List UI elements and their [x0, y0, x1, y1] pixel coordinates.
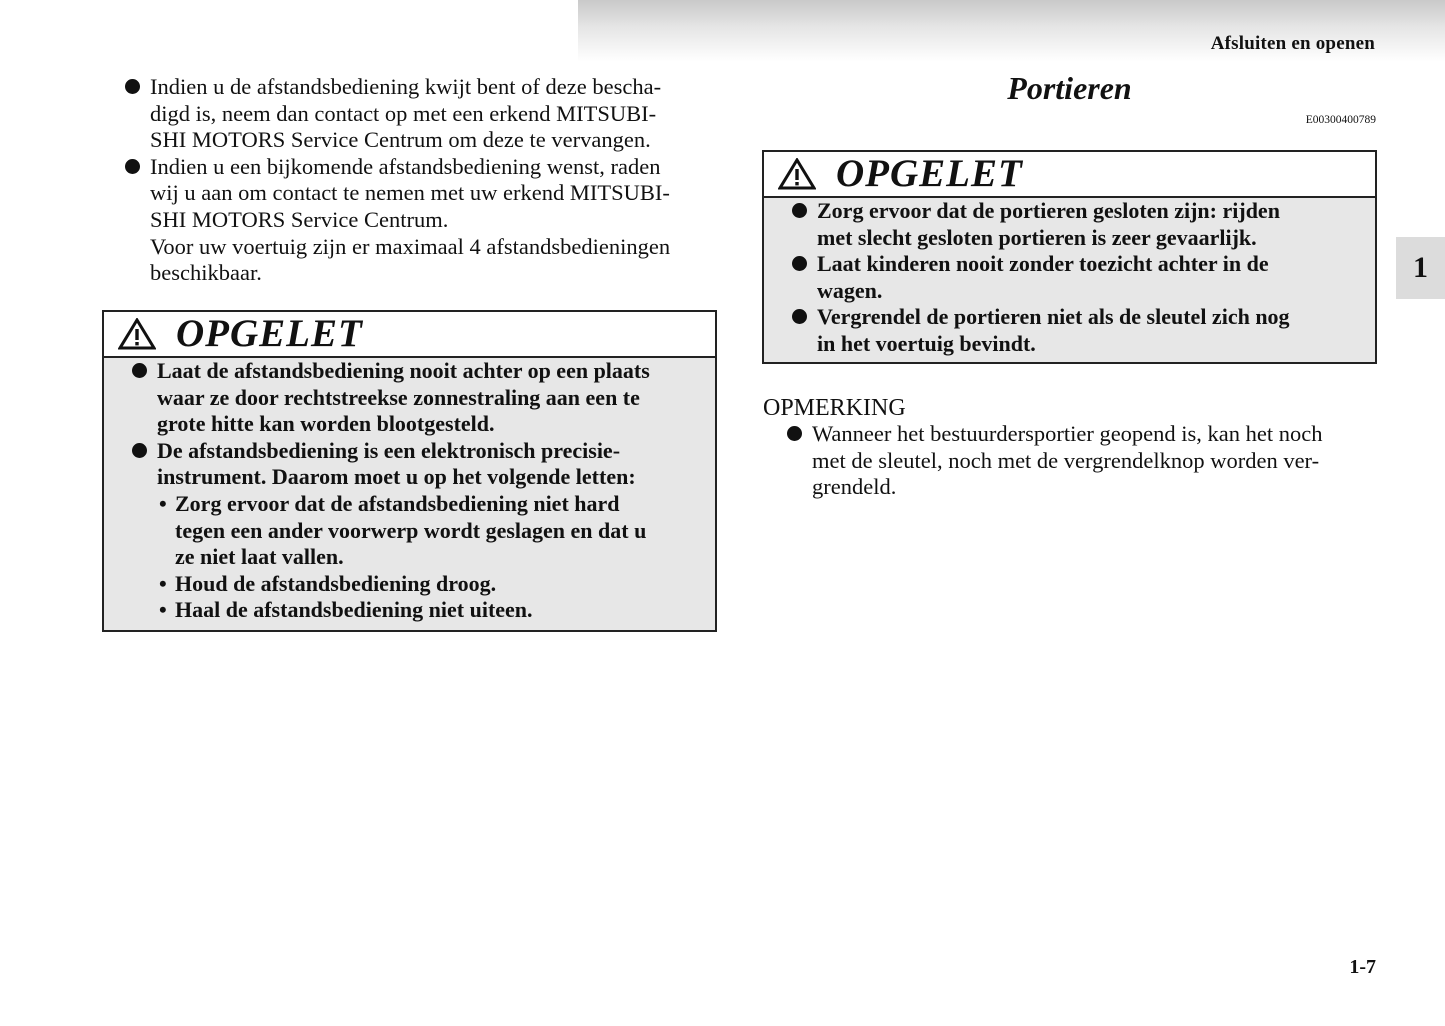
list-item: Laat kinderen nooit zonder toezicht achter in de wagen.	[792, 251, 1357, 304]
bullet-icon	[132, 443, 147, 458]
sub-list-item: • Zorg ervoor dat de afstandsbediening niet hard tegen een ander voorwerp wordt geslagen en dat u ze niet laat vallen.	[159, 491, 697, 571]
bullet-icon	[132, 363, 147, 378]
bullet-icon	[792, 309, 807, 324]
list-item: Vergrendel de portieren niet als de sleutel zich nog in het voertuig bevindt.	[792, 304, 1357, 357]
list-item: Wanneer het bestuurdersportier geopend is, kan het noch met de sleutel, noch met de vergrendelknop worden ver- grendeld.	[787, 421, 1376, 501]
section-title: Afsluiten en openen	[1210, 33, 1375, 54]
bullet-icon	[125, 159, 140, 174]
caution-header	[104, 312, 715, 358]
caution-title: OPGELET	[176, 312, 363, 355]
list-item: De afstandsbediening is een elektronisch precisie- instrument. Daarom moet u op het volgende letten: • Zorg ervoor dat de afstandsbediening niet hard tegen een ander voorwerp wordt geslagen en dat u ze niet laat vallen. • Houd de afstandsbediening droog. • Haal de afstandsbediening niet uiteen.	[132, 438, 697, 624]
warning-triangle-icon	[118, 318, 156, 350]
document-code: E00300400789	[1305, 114, 1376, 126]
caution-box-remote	[102, 310, 717, 632]
bullet-icon	[792, 256, 807, 271]
sub-list-item: • Houd de afstandsbediening droog.	[159, 571, 697, 598]
caution-header	[764, 152, 1375, 198]
list-item: Indien u een bijkomende afstandsbediening wenst, raden wij u aan om contact te nemen met uw erkend MITSUBI- SHI MOTORS Service Centrum. Voor uw voertuig zijn er maximaal 4 afstandsbedieningen beschikbaar.	[125, 154, 715, 287]
chapter-tab[interactable]: 1	[1396, 237, 1445, 299]
list-item: Laat de afstandsbediening nooit achter op een plaats waar ze door rechtstreekse zonnestraling aan een te grote hitte kan worden blootgesteld.	[132, 358, 697, 438]
bullet-icon	[125, 79, 140, 94]
sub-list-item: • Haal de afstandsbediening niet uiteen.	[159, 597, 697, 624]
warning-triangle-icon	[778, 158, 816, 190]
page-title: Portieren	[1007, 70, 1132, 106]
caution-body	[764, 198, 1375, 358]
list-item: Zorg ervoor dat de portieren gesloten zijn: rijden met slecht gesloten portieren is zeer gevaarlijk.	[792, 198, 1357, 251]
note-heading: OPMERKING	[763, 395, 906, 421]
left-intro-list	[125, 74, 715, 287]
list-item: Indien u de afstandsbediening kwijt bent of deze bescha- digd is, neem dan contact op met een erkend MITSUBI- SHI MOTORS Service Centrum om deze te vervangen.	[125, 74, 715, 154]
page-number: 1-7	[1349, 956, 1376, 978]
bullet-icon	[792, 203, 807, 218]
note-list	[787, 421, 1376, 501]
bullet-icon	[787, 426, 802, 441]
caution-title: OPGELET	[836, 152, 1023, 195]
caution-box-doors	[762, 150, 1377, 364]
caution-body	[104, 358, 715, 624]
